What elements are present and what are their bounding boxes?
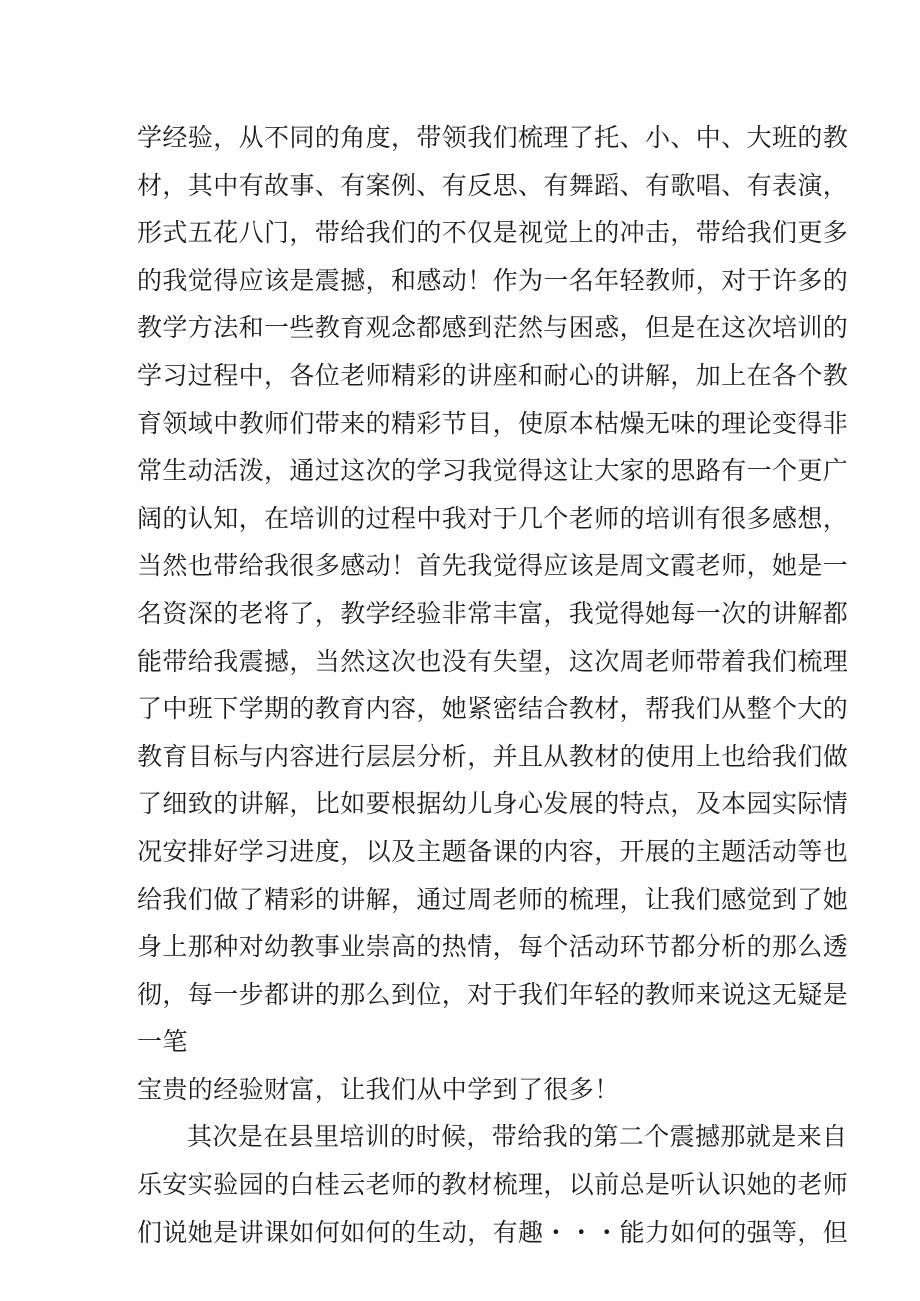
text-line: 了细致的讲解，比如要根据幼儿身心发展的特点，及本园实际情 [137, 789, 849, 819]
text-line: 一笔 [137, 1027, 188, 1057]
text-line: 学习过程中，各位老师精彩的讲座和耐心的讲解，加上在各个教 [137, 360, 849, 390]
text-line: 了中班下学期的教育内容，她紧密结合教材，帮我们从整个大的 [137, 694, 849, 724]
paragraph-start-line: 其次是在县里培训的时候，带给我的第二个震撼那就是来自 [187, 1122, 848, 1152]
text-line: 阔的认知，在培训的过程中我对于几个老师的培训有很多感想， [137, 503, 849, 533]
text-line: 宝贵的经验财富，让我们从中学到了很多！ [137, 1074, 620, 1104]
text-line: 乐安实验园的白桂云老师的教材梳理，以前总是听认识她的老师 [137, 1170, 849, 1200]
text-line: 况安排好学习进度，以及主题备课的内容，开展的主题活动等也 [137, 836, 849, 866]
body-text [137, 114, 849, 1256]
text-line: 身上那种对幼教事业崇高的热情，每个活动环节都分析的那么透 [137, 932, 849, 962]
text-line: 们说她是讲课如何如何的生动，有趣・・・能力如何的强等，但 [137, 1217, 849, 1247]
text-line: 能带给我震撼，当然这次也没有失望，这次周老师带着我们梳理 [137, 646, 849, 676]
text-line: 教育目标与内容进行层层分析，并且从教材的使用上也给我们做 [137, 741, 849, 771]
text-line: 教学方法和一些教育观念都感到茫然与困惑，但是在这次培训的 [137, 313, 849, 343]
text-line: 的我觉得应该是震撼，和感动！作为一名年轻教师，对于许多的 [137, 265, 849, 295]
text-line: 给我们做了精彩的讲解，通过周老师的梳理，让我们感觉到了她 [137, 884, 849, 914]
text-line: 育领域中教师们带来的精彩节目，使原本枯燥无味的理论变得非 [137, 408, 849, 438]
text-line: 材，其中有故事、有案例、有反思、有舞蹈、有歌唱、有表演， [137, 170, 849, 200]
text-line: 形式五花八门，带给我们的不仅是视觉上的冲击，带给我们更多 [137, 218, 849, 248]
text-line: 学经验，从不同的角度，带领我们梳理了托、小、中、大班的教 [137, 123, 849, 152]
text-line: 彻，每一步都讲的那么到位，对于我们年轻的教师来说这无疑是 [137, 979, 849, 1009]
text-line: 名资深的老将了，教学经验非常丰富，我觉得她每一次的讲解都 [137, 598, 849, 628]
text-line: 常生动活泼，通过这次的学习我觉得这让大家的思路有一个更广 [137, 456, 849, 486]
text-line: 当然也带给我很多感动！首先我觉得应该是周文霞老师，她是一 [137, 551, 849, 581]
